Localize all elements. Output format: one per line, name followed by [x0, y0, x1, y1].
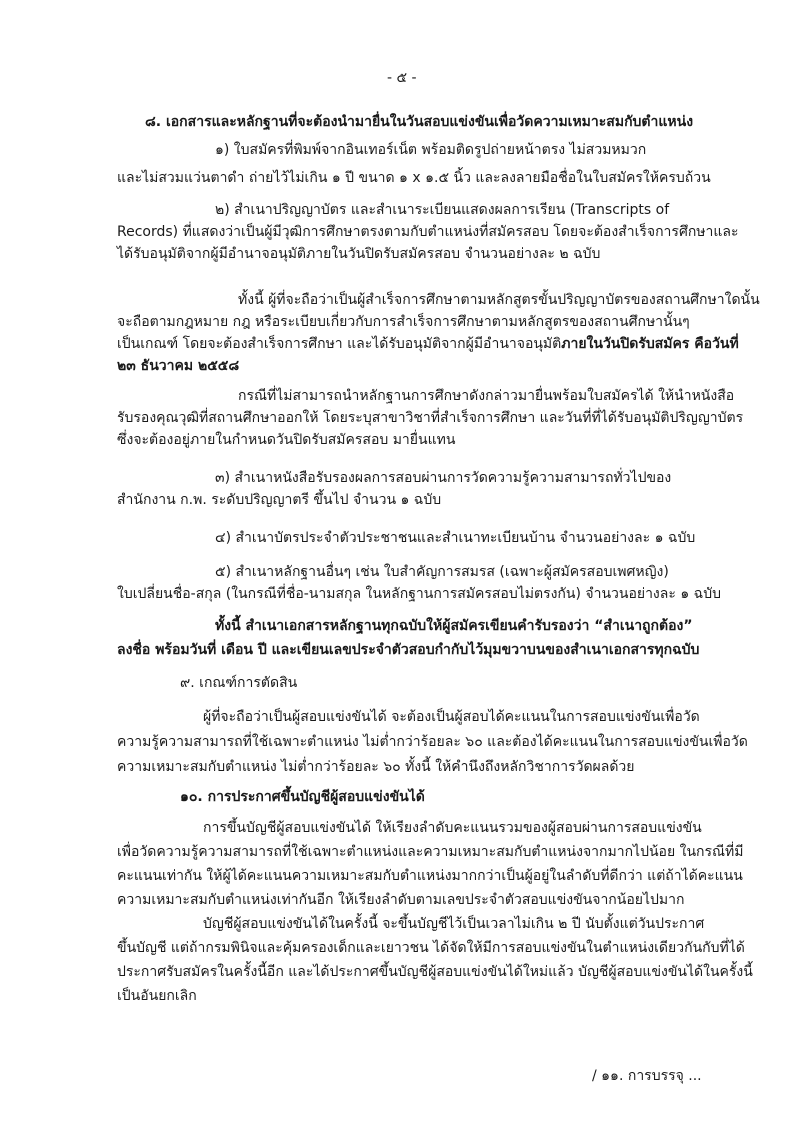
note-1-line-3 — [117, 334, 739, 354]
item-3-line-2: สำนักงาน ก.พ. ระดับปริญญาตรี ขึ้นไป จำนวน ๑ ฉบับ — [117, 492, 442, 508]
footer-continuation: / ๑๑. การบรรจุ ... — [592, 1068, 702, 1084]
item-5-line-1: ๕) สำเนาหลักฐานอื่นๆ เช่น ใบสำคัญการสมรส (เฉพาะผู้สมัครสอบเพศหญิง) — [215, 564, 669, 580]
item-3-line-1: ๓) สำเนาหนังสือรับรองผลการสอบผ่านการวัดความรู้ความสามารถทั่วไปของ — [215, 470, 672, 486]
page-number: - ๕ - — [387, 70, 417, 86]
section-10-p2-line-2: ขึ้นบัญชี แต่ถ้ากรมพินิจและคุ้มครองเด็กและเยาวชน ได้จัดให้มีการสอบแข่งขันในตำแหน่งเดียวกันกับที่ได้ — [117, 940, 745, 956]
note-3-line-1: ทั้งนี้ สำเนาเอกสารหลักฐานทุกฉบับให้ผู้สมัครเขียนคำรับรองว่า “สำเนาถูกต้อง” — [215, 618, 693, 634]
note-2-line-1: กรณีที่ไม่สามารถนำหลักฐานการศึกษาดังกล่าวมายื่นพร้อมใบสมัครได้ ให้นำหนังสือ — [238, 388, 735, 404]
note-1-line-3-deadline: ภายในวันปิดรับสมัคร คือวันที่ — [561, 336, 739, 352]
item-4: ๔) สำเนาบัตรประจำตัวประชาชนและสำเนาทะเบียนบ้าน จำนวนอย่างละ ๑ ฉบับ — [215, 530, 696, 546]
section-9-line-1: ผู้ที่จะถือว่าเป็นผู้สอบแข่งขันได้ จะต้องเป็นผู้สอบได้คะแนนในการสอบแข่งขันเพื่อวัด — [203, 709, 700, 725]
note-1-line-2: จะถือตามกฎหมาย กฎ หรือระเบียบเกี่ยวกับการสำเร็จการศึกษาตามหลักสูตรของสถานศึกษานั้นๆ — [117, 314, 690, 330]
section-9-line-3: ความเหมาะสมกับตำแหน่ง ไม่ต่ำกว่าร้อยละ ๖๐ ทั้งนี้ ให้คำนึงถึงหลักวิชาการวัดผลด้วย — [117, 759, 635, 775]
note-2-line-2: รับรองคุณวุฒิที่สถานศึกษาออกให้ โดยระบุสาขาวิชาที่สำเร็จการศึกษา และวันที่ที่ได้รับอนุมัติปริญญาบัตร — [117, 410, 744, 426]
section-10-p2-line-3: ประกาศรับสมัครในครั้งนี้อีก และได้ประกาศขึ้นบัญชีผู้สอบแข่งขันได้ใหม่แล้ว บัญชีผู้สอบแข่งขันได้ในครั้งนี้ — [117, 964, 753, 980]
section-10-heading: ๑๐. การประกาศขึ้นบัญชีผู้สอบแข่งขันได้ — [180, 789, 425, 805]
section-10-p1-line-1: การขึ้นบัญชีผู้สอบแข่งขันได้ ให้เรียงลำดับคะแนนรวมของผู้สอบผ่านการสอบแข่งขัน — [203, 820, 702, 836]
section-8-heading: ๘. เอกสารและหลักฐานที่จะต้องนำมายื่นในวันสอบแข่งขันเพื่อวัดความเหมาะสมกับตำแหน่ง — [145, 114, 694, 130]
item-5-line-2: ใบเปลี่ยนชื่อ-สกุล (ในกรณีที่ชื่อ-นามสกุล ในหลักฐานการสมัครสอบไม่ตรงกัน) จำนวนอย่างละ ๑ ฉบับ — [117, 586, 721, 602]
section-10-p1-line-3: คะแนนเท่ากัน ให้ผู้ได้คะแนนความเหมาะสมกับตำแหน่งมากกว่าเป็นผู้อยู่ในลำดับที่ดีกว่า แต่ถ้าได้คะแนน — [117, 868, 743, 884]
section-10-p1-line-2: เพื่อวัดความรู้ความสามารถที่ใช้เฉพาะตำแหน่งและความเหมาะสมกับตำแหน่งจากมากไปน้อย ในกรณีที่มี — [117, 844, 744, 860]
section-10-p1-line-4: ความเหมาะสมกับตำแหน่งเท่ากันอีก ให้เรียงลำดับตามเลขประจำตัวสอบแข่งขันจากน้อยไปมาก — [117, 892, 685, 908]
note-1-deadline-date: ๒๓ ธันวาคม ๒๕๕๘ — [117, 358, 240, 374]
item-1-line-1: ๑) ใบสมัครที่พิมพ์จากอินเทอร์เน็ต พร้อมติดรูปถ่ายหน้าตรง ไม่สวมหมวก — [215, 142, 647, 158]
note-1-line-3-text: เป็นเกณฑ์ โดยจะต้องสำเร็จการศึกษา และได้รับอนุมัติจากผู้มีอำนาจอนุมัติ — [117, 336, 562, 352]
section-10-p2-line-4: เป็นอันยกเลิก — [117, 988, 197, 1004]
item-2-line-1: ๒) สำเนาปริญญาบัตร และสำเนาระเบียนแสดงผลการเรียน (Transcripts of — [215, 202, 670, 218]
note-3-line-2: ลงชื่อ พร้อมวันที่ เดือน ปี และเขียนเลขประจำตัวสอบกำกับไว้มุมขวาบนของสำเนาเอกสารทุกฉบับ — [117, 642, 700, 658]
section-10-p2-line-1: บัญชีผู้สอบแข่งขันได้ในครั้งนี้ จะขึ้นบัญชีไว้เป็นเวลาไม่เกิน ๒ ปี นับตั้งแต่วันประกาศ — [203, 916, 705, 932]
item-1-line-2: และไม่สวมแว่นตาดำ ถ่ายไว้ไม่เกิน ๑ ปี ขนาด ๑ x ๑.๕ นิ้ว และลงลายมือชื่อในใบสมัครให้ครบถ้วน — [117, 170, 711, 186]
section-9-line-2: ความรู้ความสามารถที่ใช้เฉพาะตำแหน่ง ไม่ต่ำกว่าร้อยละ ๖๐ และต้องได้คะแนนในการสอบแข่งขันเพื่อวัด — [117, 734, 748, 750]
item-2-line-3: ได้รับอนุมัติจากผู้มีอำนาจอนุมัติภายในวันปิดรับสมัครสอบ จำนวนอย่างละ ๒ ฉบับ — [117, 246, 601, 262]
item-2-line-2: Records) ที่แสดงว่าเป็นผู้มีวุฒิการศึกษาตรงตามกับตำแหน่งที่สมัครสอบ โดยจะต้องสำเร็จการศึกษาและ — [117, 224, 739, 240]
note-1-line-1: ทั้งนี้ ผู้ที่จะถือว่าเป็นผู้สำเร็จการศึกษาตามหลักสูตรขั้นปริญญาบัตรของสถานศึกษาใดนั้น — [238, 292, 760, 308]
section-9-heading: ๙. เกณฑ์การตัดสิน — [180, 675, 298, 691]
note-2-line-3: ซึ่งจะต้องอยู่ภายในกำหนดวันปิดรับสมัครสอบ มายื่นแทน — [117, 432, 456, 448]
